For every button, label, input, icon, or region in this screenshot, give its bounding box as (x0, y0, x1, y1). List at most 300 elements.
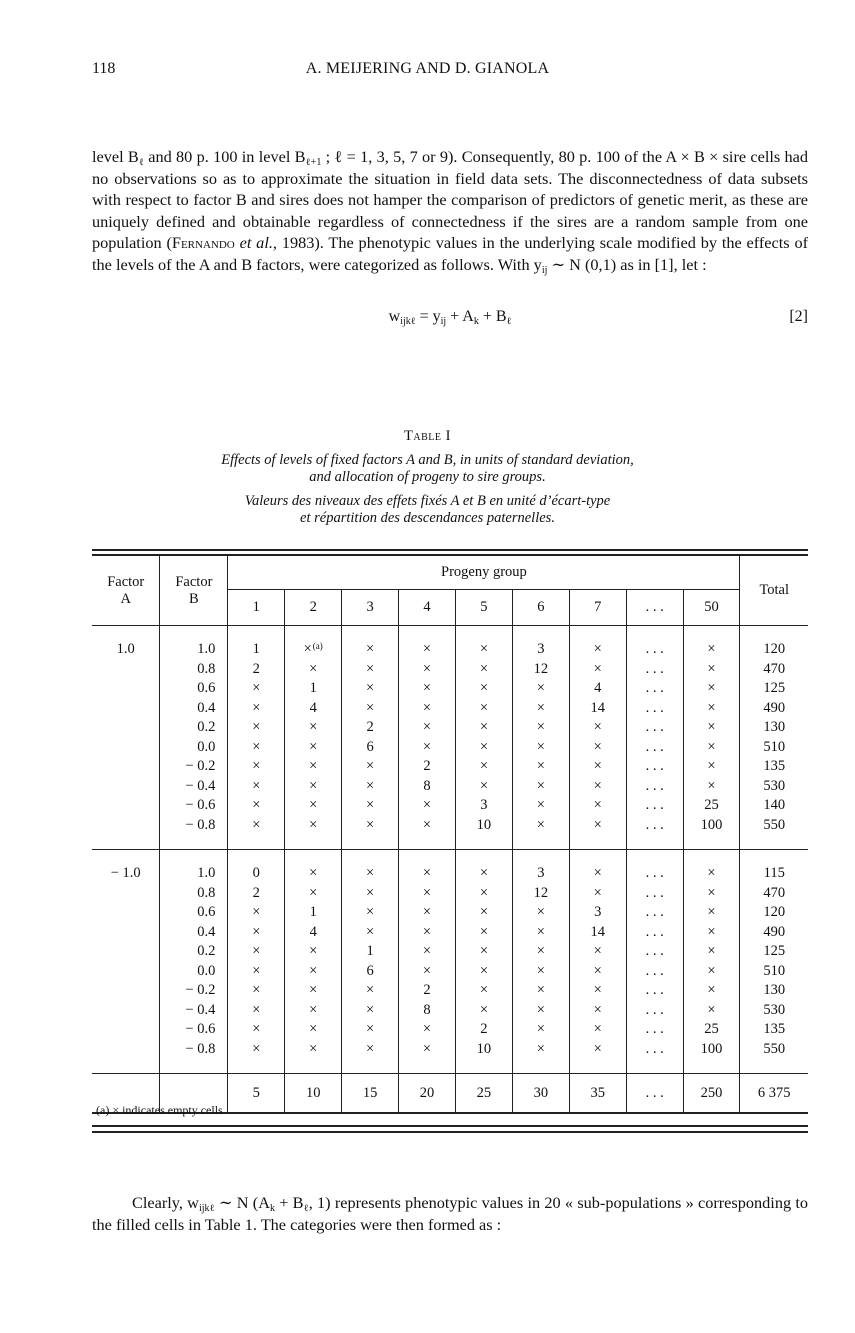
factor-a-cell (92, 757, 160, 777)
progeny-cell: × (683, 864, 740, 884)
progeny-cell: × (399, 699, 456, 719)
progeny-cell: × (285, 796, 342, 816)
progeny-cell: × (569, 660, 626, 680)
progeny-cell: × (512, 679, 569, 699)
progeny-cell: × (342, 816, 399, 836)
progeny-cell: × (228, 777, 285, 797)
progeny-cell: × (512, 699, 569, 719)
progeny-cell: × (228, 1001, 285, 1021)
spacer-cell (569, 626, 626, 641)
progeny-cell: × (512, 796, 569, 816)
progeny-cell: × (285, 1040, 342, 1060)
progeny-cell: × (228, 757, 285, 777)
progeny-cell: × (569, 816, 626, 836)
progeny-cell: × (569, 718, 626, 738)
spacer-cell (512, 1059, 569, 1074)
progeny-cell: × (342, 757, 399, 777)
progeny-cell: × (228, 903, 285, 923)
caption-english-2: and allocation of progeny to sire groups. (309, 469, 546, 485)
factor-b-cell: 0.2 (160, 942, 228, 962)
total-cell: 470 (740, 660, 808, 680)
progeny-cell: × (512, 777, 569, 797)
running-head (0, 60, 855, 84)
table-row (92, 816, 808, 836)
progeny-cell: × (342, 1040, 399, 1060)
total-cell: 125 (740, 942, 808, 962)
spacer-cell (160, 1059, 228, 1074)
factor-b-cell: 0.4 (160, 699, 228, 719)
progeny-cell: × (342, 864, 399, 884)
factor-a-cell (92, 923, 160, 943)
spacer-cell (285, 1059, 342, 1074)
total-cell: 125 (740, 679, 808, 699)
progeny-cell: . . . (626, 757, 683, 777)
progeny-cell: 8 (399, 777, 456, 797)
progeny-cell: × (285, 962, 342, 982)
factor-b-cell: 0.0 (160, 962, 228, 982)
progeny-cell: 3 (512, 640, 569, 660)
progeny-cell: 100 (683, 1040, 740, 1060)
progeny-cell: × (683, 942, 740, 962)
progeny-cell: × (683, 1001, 740, 1021)
progeny-cell: 4 (285, 699, 342, 719)
progeny-cell: × (569, 1040, 626, 1060)
progeny-cell: × (569, 777, 626, 797)
factor-b-cell: 0.6 (160, 903, 228, 923)
progeny-cell: × (569, 981, 626, 1001)
table-row (92, 796, 808, 816)
factor-b-cell: − 0.2 (160, 757, 228, 777)
table-body (92, 626, 808, 1114)
progeny-cell: × (399, 640, 456, 660)
progeny-cell: 3 (455, 796, 512, 816)
progeny-cell: × (683, 660, 740, 680)
spacer-row (92, 835, 808, 850)
progeny-cell: 2 (228, 884, 285, 904)
progeny-cell: 0 (228, 864, 285, 884)
spacer-row (92, 1059, 808, 1074)
progeny-cell: × (455, 640, 512, 660)
table-row (92, 884, 808, 904)
header-factor-a: Factor A (107, 573, 145, 607)
header-progeny-6: 6 (512, 590, 569, 626)
header-progeny-1: 1 (228, 590, 285, 626)
total-cell: 550 (740, 816, 808, 836)
table-title: Table I (404, 428, 451, 444)
factor-a-cell: 1.0 (116, 641, 135, 658)
factor-a-cell (92, 796, 160, 816)
factor-b-cell: − 0.8 (160, 816, 228, 836)
factor-a-cell (92, 679, 160, 699)
progeny-cell: 1 (228, 640, 285, 660)
progeny-cell: × (228, 679, 285, 699)
table-bottom-rule-2 (92, 1131, 808, 1133)
progeny-cell: × (399, 718, 456, 738)
table-row (92, 679, 808, 699)
factor-b-cell: 0.8 (160, 884, 228, 904)
progeny-cell: 6 (342, 962, 399, 982)
progeny-cell: 10 (455, 816, 512, 836)
progeny-cell: × (569, 796, 626, 816)
progeny-cell: × (399, 816, 456, 836)
progeny-cell: × (228, 1020, 285, 1040)
paragraph-1: level $B_\ell$ and 80 p. 100 in level $B_{\ell+1}$ ; ℓ = 1, 3, 5, 7 or 9). Consequently, 80 p. 100 of the A × B × sire cells had no observations so as to approximate the situation in field data sets. The disconnectedness of data subsets with respect to factor B and sires does not hamper the comparison of predictors of genetic merit, as these are uniquely defined and obtainable regardless of connectedness if the sires are a random sample from one population (Fernando et al., 1983). The phenotypic values in the underlying scale modified by the effects of the levels of the A and B factors, were categorized as follows. With $y_{ij}$ ∼ N (0,1) as in [1], let : (92, 147, 809, 276)
progeny-cell: . . . (626, 718, 683, 738)
progeny-cell: . . . (626, 1001, 683, 1021)
factor-b-cell: 0.6 (160, 679, 228, 699)
progeny-cell: × (512, 1001, 569, 1021)
progeny-cell: × (342, 679, 399, 699)
progeny-cell: 2 (455, 1020, 512, 1040)
factor-a-cell (92, 816, 160, 836)
progeny-cell: 14 (569, 699, 626, 719)
progeny-cell: × (455, 738, 512, 758)
caption-french-1: Valeurs des niveaux des effets fixés A et B en unité d’écart-type (244, 493, 611, 509)
table-row (92, 640, 808, 660)
factor-a-cell (92, 738, 160, 758)
factor-a-cell (92, 981, 160, 1001)
progeny-cell: × (399, 884, 456, 904)
spacer-cell (399, 1059, 456, 1074)
progeny-cell: 12 (512, 660, 569, 680)
progeny-cell: × (285, 981, 342, 1001)
caption-french-2: et répartition des descendances paternelles. (300, 510, 555, 526)
progeny-cell: 10 (455, 1040, 512, 1060)
progeny-cell: 14 (569, 923, 626, 943)
progeny-cell: × (228, 962, 285, 982)
header-progeny-4: 4 (399, 590, 456, 626)
spacer-cell (228, 1059, 285, 1074)
progeny-total-cell: 20 (399, 1074, 456, 1114)
progeny-cell: . . . (626, 699, 683, 719)
caption-english-1: Effects of levels of fixed factors A and B, in units of standard deviation, (221, 452, 634, 468)
progeny-cell: × (569, 942, 626, 962)
factor-b-cell: 0.0 (160, 738, 228, 758)
total-cell: 530 (740, 1001, 808, 1021)
total-cell: 530 (740, 777, 808, 797)
total-cell: 135 (740, 1020, 808, 1040)
progeny-cell: × (512, 816, 569, 836)
grand-total-cell: 6 375 (740, 1074, 808, 1114)
table-row (92, 1020, 808, 1040)
table-row (92, 699, 808, 719)
spacer-cell (160, 850, 228, 865)
progeny-cell: × (342, 1020, 399, 1040)
progeny-cell: × (228, 718, 285, 738)
progeny-cell: . . . (626, 903, 683, 923)
progeny-cell: × (342, 1001, 399, 1021)
spacer-row (92, 850, 808, 865)
progeny-cell: . . . (626, 777, 683, 797)
progeny-total-cell: . . . (626, 1074, 683, 1114)
progeny-total-cell: 10 (285, 1074, 342, 1114)
equation-number: [2] (789, 308, 808, 325)
progeny-cell: × (228, 738, 285, 758)
spacer-cell (626, 1059, 683, 1074)
header-row-1 (92, 556, 808, 590)
table-row (92, 757, 808, 777)
progeny-cell: × (228, 796, 285, 816)
spacer-cell (455, 850, 512, 865)
spacer-cell (228, 626, 285, 641)
equation-2 (92, 308, 808, 332)
progeny-cell: × (285, 816, 342, 836)
progeny-cell: × (228, 923, 285, 943)
progeny-total-cell: 15 (342, 1074, 399, 1114)
progeny-cell: × (285, 1001, 342, 1021)
spacer-cell (512, 835, 569, 850)
progeny-cell: 4 (569, 679, 626, 699)
spacer-cell (455, 1059, 512, 1074)
spacer-cell (285, 626, 342, 641)
total-cell: 130 (740, 981, 808, 1001)
progeny-cell: × (399, 1020, 456, 1040)
progeny-cell: × (512, 923, 569, 943)
progeny-cell: × (455, 884, 512, 904)
progeny-total-cell: 25 (455, 1074, 512, 1114)
total-cell: 490 (740, 923, 808, 943)
spacer-cell (683, 626, 740, 641)
progeny-cell: × (342, 660, 399, 680)
table-row (92, 718, 808, 738)
progeny-cell: × (399, 923, 456, 943)
progeny-cell: × (228, 981, 285, 1001)
spacer-cell (740, 835, 808, 850)
progeny-cell: 6 (342, 738, 399, 758)
table-caption (0, 428, 855, 527)
progeny-cell: × (569, 962, 626, 982)
progeny-cell: . . . (626, 679, 683, 699)
progeny-cell: × (285, 718, 342, 738)
spacer-row (92, 626, 808, 641)
progeny-cell: × (683, 757, 740, 777)
factor-b-cell: 0.2 (160, 718, 228, 738)
total-cell: 120 (740, 640, 808, 660)
table-row (92, 1040, 808, 1060)
spacer-cell (626, 835, 683, 850)
spacer-cell (228, 835, 285, 850)
factor-a-cell (92, 660, 160, 680)
total-cell: 140 (740, 796, 808, 816)
table-top-rule-1 (92, 549, 808, 551)
progeny-cell: 3 (569, 903, 626, 923)
progeny-cell: × (512, 718, 569, 738)
table-row (92, 777, 808, 797)
progeny-cell: × (285, 864, 342, 884)
progeny-cell: × (569, 1001, 626, 1021)
progeny-cell: × (683, 777, 740, 797)
progeny-cell: × (455, 1001, 512, 1021)
progeny-cell: × (399, 1040, 456, 1060)
spacer-cell (569, 850, 626, 865)
spacer-cell (455, 835, 512, 850)
progeny-cell: . . . (626, 816, 683, 836)
progeny-cell: 1 (285, 903, 342, 923)
progeny-cell: × (285, 738, 342, 758)
progeny-cell: × (399, 660, 456, 680)
total-cell: 510 (740, 962, 808, 982)
progeny-cell: × (342, 699, 399, 719)
total-cell: 115 (740, 864, 808, 884)
progeny-cell: × (683, 981, 740, 1001)
progeny-cell: 1 (342, 942, 399, 962)
progeny-cell: . . . (626, 864, 683, 884)
equation-body: $w_{ijk\ell} = y_{ij} + A_k + B_\ell$ (388, 308, 512, 327)
progeny-cell: × (285, 942, 342, 962)
progeny-cell: × (683, 640, 740, 660)
progeny-cell: × (399, 679, 456, 699)
progeny-cell: × (399, 738, 456, 758)
total-cell: 470 (740, 884, 808, 904)
footnote-marker: (a) (312, 641, 323, 652)
header-progeny-7: 7 (569, 590, 626, 626)
spacer-cell (740, 850, 808, 865)
spacer-cell (160, 626, 228, 641)
progeny-cell: × (455, 679, 512, 699)
table-row (92, 738, 808, 758)
factor-a-cell: − 1.0 (110, 865, 141, 882)
progeny-cell: × (285, 777, 342, 797)
header-factor-b: Factor B (160, 556, 228, 626)
progeny-cell: . . . (626, 660, 683, 680)
progeny-cell: × (455, 962, 512, 982)
spacer-cell (92, 1059, 160, 1074)
table-row (92, 660, 808, 680)
total-cell: 550 (740, 1040, 808, 1060)
factor-b-cell: − 0.4 (160, 777, 228, 797)
progeny-cell: × (455, 981, 512, 1001)
factor-b-cell: − 0.6 (160, 1020, 228, 1040)
progeny-cell: . . . (626, 981, 683, 1001)
progeny-cell: × (285, 660, 342, 680)
progeny-cell: 12 (512, 884, 569, 904)
progeny-cell: 25 (683, 1020, 740, 1040)
progeny-cell: × (342, 640, 399, 660)
progeny-cell: . . . (626, 962, 683, 982)
progeny-cell: × (342, 777, 399, 797)
progeny-cell: × (455, 942, 512, 962)
total-cell: 120 (740, 903, 808, 923)
factor-a-cell (92, 942, 160, 962)
factor-b-cell: 0.8 (160, 660, 228, 680)
factor-a-cell (92, 884, 160, 904)
factor-a-cell (92, 962, 160, 982)
progeny-cell: . . . (626, 884, 683, 904)
header-total: Total (740, 556, 808, 626)
progeny-cell: 1 (285, 679, 342, 699)
total-cell: 490 (740, 699, 808, 719)
progeny-total-cell: 250 (683, 1074, 740, 1114)
progeny-cell: × (569, 757, 626, 777)
spacer-cell (399, 835, 456, 850)
progeny-cell: × (512, 738, 569, 758)
table-row (92, 903, 808, 923)
header-progeny-5: 5 (455, 590, 512, 626)
progeny-cell: . . . (626, 640, 683, 660)
spacer-cell (399, 850, 456, 865)
progeny-cell: × (455, 757, 512, 777)
progeny-cell: × (569, 864, 626, 884)
spacer-cell (455, 626, 512, 641)
progeny-total-cell: 35 (569, 1074, 626, 1114)
spacer-cell (683, 1059, 740, 1074)
progeny-cell: . . . (626, 796, 683, 816)
progeny-cell: × (683, 738, 740, 758)
progeny-cell: × (228, 699, 285, 719)
progeny-cell: × (683, 679, 740, 699)
spacer-cell (740, 626, 808, 641)
progeny-cell: × (569, 1020, 626, 1040)
progeny-cell: × (455, 718, 512, 738)
paragraph-2: Clearly, $w_{ijk\ell}$ ∼ N ($A_k + B_\ell$, 1) represents phenotypic values in 20 « sub-populations » corresponding to the filled cells in Table 1. The categories were then formed as : (92, 1193, 809, 1234)
header-progeny-8: . . . (626, 590, 683, 626)
table-row (92, 1001, 808, 1021)
spacer-cell (342, 850, 399, 865)
progeny-cell: × (683, 962, 740, 982)
header-progeny-9: 50 (683, 590, 740, 626)
progeny-cell: × (455, 923, 512, 943)
factor-a-cell (92, 1020, 160, 1040)
progeny-cell: × (683, 923, 740, 943)
factor-a-cell (92, 699, 160, 719)
progeny-cell: ×$^{(a)}$ (285, 640, 342, 660)
progeny-cell: × (455, 864, 512, 884)
spacer-cell (92, 626, 160, 641)
spacer-cell (626, 626, 683, 641)
progeny-cell: × (455, 699, 512, 719)
progeny-cell: 2 (399, 757, 456, 777)
factor-b-cell: − 0.4 (160, 1001, 228, 1021)
progeny-cell: × (399, 864, 456, 884)
total-cell: 135 (740, 757, 808, 777)
spacer-cell (740, 1059, 808, 1074)
progeny-cell: × (683, 884, 740, 904)
progeny-cell: × (512, 903, 569, 923)
progeny-cell: × (569, 640, 626, 660)
progeny-cell: 4 (285, 923, 342, 943)
factor-b-cell: 1.0 (160, 864, 228, 884)
table-row (92, 923, 808, 943)
spacer-cell (512, 626, 569, 641)
progeny-cell: × (512, 1020, 569, 1040)
progeny-cell: × (342, 923, 399, 943)
factor-a-cell (92, 1001, 160, 1021)
spacer-cell (569, 1059, 626, 1074)
progeny-cell: × (228, 1040, 285, 1060)
progeny-cell: × (399, 796, 456, 816)
spacer-cell (683, 835, 740, 850)
progeny-cell: . . . (626, 1020, 683, 1040)
header-progeny-3: 3 (342, 590, 399, 626)
progeny-cell: × (455, 903, 512, 923)
progeny-cell: × (342, 796, 399, 816)
spacer-cell (342, 835, 399, 850)
factor-b-cell: 1.0 (160, 640, 228, 660)
progeny-total-cell: 5 (228, 1074, 285, 1114)
progeny-cell: 25 (683, 796, 740, 816)
progeny-cell: × (285, 757, 342, 777)
factor-a-cell (92, 903, 160, 923)
spacer-cell (512, 850, 569, 865)
progeny-cell: 2 (342, 718, 399, 738)
progeny-cell: × (399, 942, 456, 962)
progeny-cell: × (285, 1020, 342, 1040)
progeny-cell: × (512, 757, 569, 777)
factor-b-cell: − 0.6 (160, 796, 228, 816)
factor-a-cell (92, 1040, 160, 1060)
total-cell: 130 (740, 718, 808, 738)
progeny-cell: × (342, 981, 399, 1001)
